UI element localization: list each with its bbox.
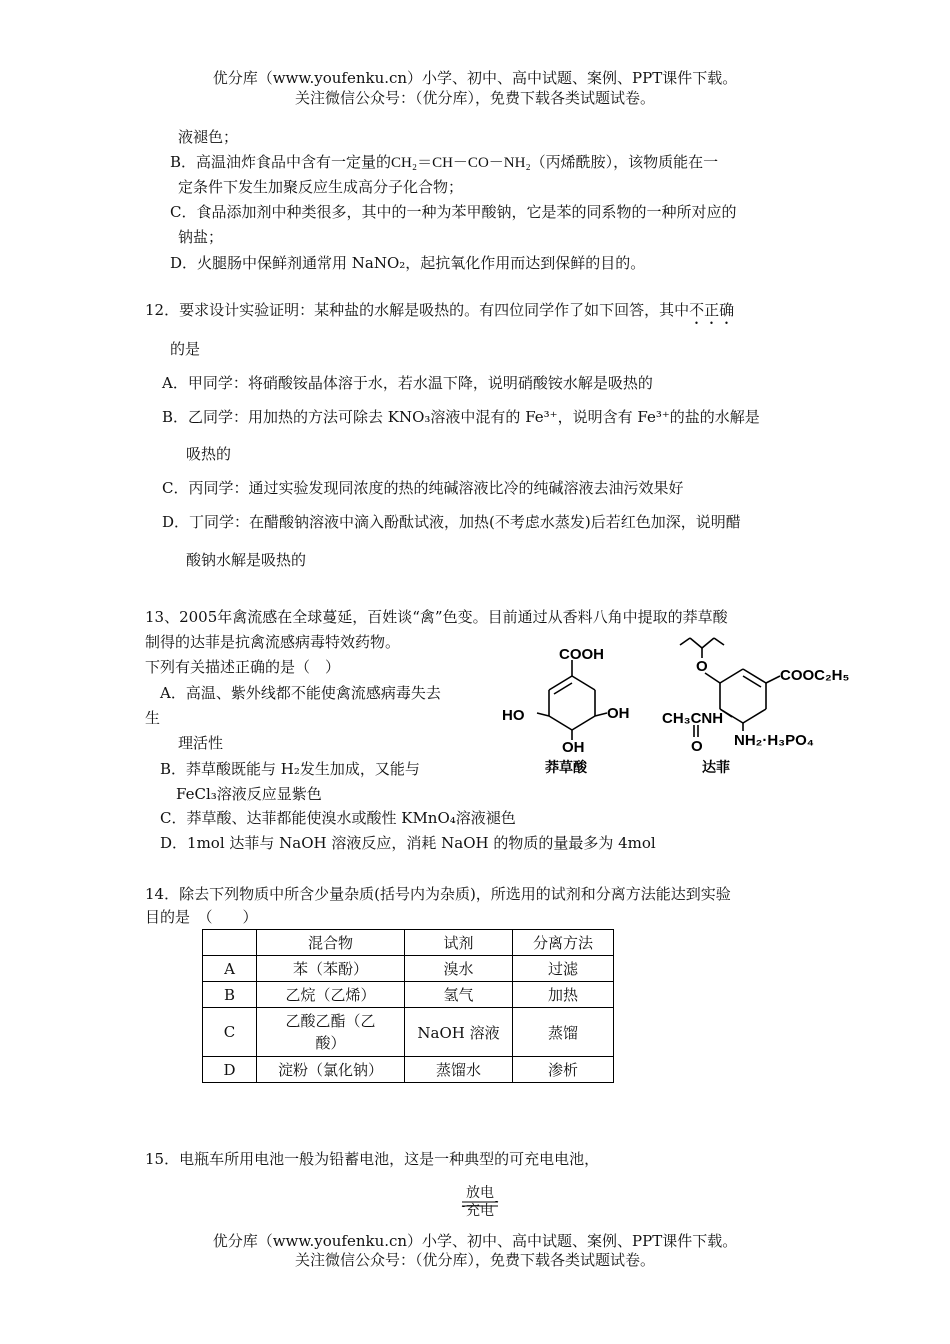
q13-stem-line3: 下列有关描述正确的是（ ） (145, 658, 341, 676)
cell: 苯（苯酚） (257, 956, 405, 982)
tamiflu-structure (660, 633, 860, 778)
discharge-label: 放电 (466, 1185, 494, 1201)
ester-label: COOC₂H₅ (780, 667, 850, 684)
carbonyl-o-label: O (691, 738, 703, 755)
bond (766, 676, 780, 683)
q13-stem-line2: 制得的达菲是抗禽流感病毒特效药物。 (145, 633, 401, 651)
footer-line-2: 关注微信公众号：（优分库），免费下载各类试题试卷。 (294, 1251, 655, 1269)
reversible-arrow (460, 1185, 500, 1219)
q11-continuation: 液褪色； (178, 128, 239, 146)
cell: A (203, 956, 257, 982)
q12-stem-text: 12．要求设计实验证明：某种盐的水解是吸热的。有四位同学作了如下回答，其中 (145, 301, 690, 319)
q12-option-b-line2: 吸热的 (186, 445, 232, 463)
q11-b-text: B．高温油炸食品中含有一定量的 (170, 153, 392, 171)
cell: NaOH 溶液 (405, 1008, 513, 1057)
shikimic-acid-label: 莽草酸 (545, 760, 587, 776)
q12-option-a: A．甲同学：将硝酸铵晶体溶于水，若水温下降，说明硝酸铵水解是吸热的 (162, 374, 653, 392)
bond (720, 669, 743, 683)
q12-option-d-line1: D．丁同学：在醋酸钠溶液中滴入酚酞试液，加热(不考虑水蒸发)后若红色加深，说明醋 (162, 513, 741, 531)
header-cell: 试剂 (405, 930, 513, 956)
bond (549, 676, 572, 690)
cell: D (203, 1057, 257, 1083)
bond (743, 669, 766, 683)
bond (743, 709, 766, 723)
footer-line-1: 优分库（www.youfenku.cn）小学、初中、高中试题、案例、PPT课件下载。 (212, 1232, 738, 1250)
cell: 淀粉（氯化钠） (257, 1057, 405, 1083)
charge-label: 充电 (466, 1203, 494, 1219)
cell: 氢气 (405, 982, 513, 1008)
cell: 乙酸乙酯（乙 酸） (257, 1008, 405, 1057)
bond (680, 638, 690, 645)
q12-emphasis-not-correct: 不正确 (689, 301, 735, 319)
q12-option-b-line1: B．乙同学：用加热的方法可除去 KNO₃溶液中混有的 Fe³⁺，说明含有 Fe³⁺的盐的水解是 (162, 408, 760, 426)
q12-stem-line1 (145, 298, 734, 328)
bond (714, 638, 724, 645)
cell: 乙烷（乙烯） (257, 982, 405, 1008)
cell: 加热 (513, 982, 614, 1008)
ether-o-label: O (696, 658, 708, 675)
header-line-1: 优分库（www.youfenku.cn）小学、初中、高中试题、案例、PPT课件下载。 (212, 69, 738, 87)
q15-stem: 15．电瓶车所用电池一般为铅蓄电池，这是一种典型的可充电电池， (145, 1150, 600, 1168)
amide-label: CH₃CNH (662, 710, 724, 727)
table-row (203, 956, 614, 982)
amine-phosphate-label: NH₂·H₃PO₄ (734, 732, 814, 749)
q11-option-d: D．火腿肠中保鲜剂通常用 NaNO₂，起抗氧化作用而达到保鲜的目的。 (170, 254, 646, 272)
header-cell: 混合物 (257, 930, 405, 956)
q11-option-b-line2: 定条件下发生加聚反应生成高分子化合物； (178, 178, 464, 196)
cooh-label: COOH (559, 646, 604, 663)
bond (572, 676, 595, 690)
q11-b-text-2: （丙烯酰胺），该物质能在一 (530, 153, 719, 171)
acrylamide-formula: CH₂＝CH－CO－NH₂ (391, 155, 531, 171)
q13-option-b-line2: FeCl₃溶液反应显紫色 (176, 785, 322, 803)
cell: 蒸馏水 (405, 1057, 513, 1083)
q12-option-c: C．丙同学：通过实验发现同浓度的热的纯碱溶液比冷的纯碱溶液去油污效果好 (162, 479, 684, 497)
q14-stem-line1: 14．除去下列物质中所含少量杂质(括号内为杂质)，所选用的试剂和分离方法能达到实验 (145, 885, 731, 903)
oh-bottom-label: OH (562, 739, 585, 756)
cell: B (203, 982, 257, 1008)
q13-option-c: C．莽草酸、达菲都能使溴水或酸性 KMnO₄溶液褪色 (160, 809, 516, 827)
ho-label: HO (502, 707, 525, 724)
cell: 溴水 (405, 956, 513, 982)
tamiflu-label: 达菲 (702, 760, 730, 776)
header-line-2: 关注微信公众号：（优分库），免费下载各类试题试卷。 (294, 89, 655, 107)
q13-option-a-line1: A．高温、紫外线都不能使禽流感病毒失去 (160, 684, 441, 702)
bond (702, 638, 714, 648)
bond (690, 638, 702, 648)
q11-option-c-line1: C．食品添加剂中种类很多，其中的一种为苯甲酸钠，它是苯的同系物的一种所对应的 (170, 203, 737, 221)
q13-option-d: D．1mol 达菲与 NaOH 溶液反应，消耗 NaOH 的物质的量最多为 4mol (160, 834, 656, 852)
table-header-row (203, 930, 614, 956)
cell: 过滤 (513, 956, 614, 982)
table-row (203, 982, 614, 1008)
q13-option-b-line1: B．莽草酸既能与 H₂发生加成，又能与 (160, 760, 420, 778)
bond (537, 713, 549, 716)
cell: C (203, 1008, 257, 1057)
oh-right-label: OH (607, 705, 630, 722)
q13-option-a-line2: 生 (145, 709, 161, 727)
header-cell: 分离方法 (513, 930, 614, 956)
q14-table (202, 929, 614, 1083)
q13-stem-line1: 13、2005年禽流感在全球蔓延，百姓谈“禽”色变。目前通过从香料八角中提取的莽草酸 (145, 608, 728, 626)
q12-option-d-line2: 酸钠水解是吸热的 (186, 551, 307, 569)
cell: 渗析 (513, 1057, 614, 1083)
q14-stem-line2: 目的是 （ ） (145, 908, 258, 926)
shikimic-acid-structure (495, 640, 655, 780)
q11-option-b-line1 (170, 150, 718, 175)
bond (549, 716, 572, 730)
cell: 蒸馏 (513, 1008, 614, 1057)
q11-option-c-line2: 钠盐； (178, 228, 224, 246)
bond (595, 713, 607, 716)
table-row (203, 1008, 614, 1057)
header-cell (203, 930, 257, 956)
q13-option-a-line3: 理活性 (178, 734, 224, 752)
bond (572, 716, 595, 730)
table-row (203, 1057, 614, 1083)
q12-stem-line2: 的是 (170, 340, 201, 358)
